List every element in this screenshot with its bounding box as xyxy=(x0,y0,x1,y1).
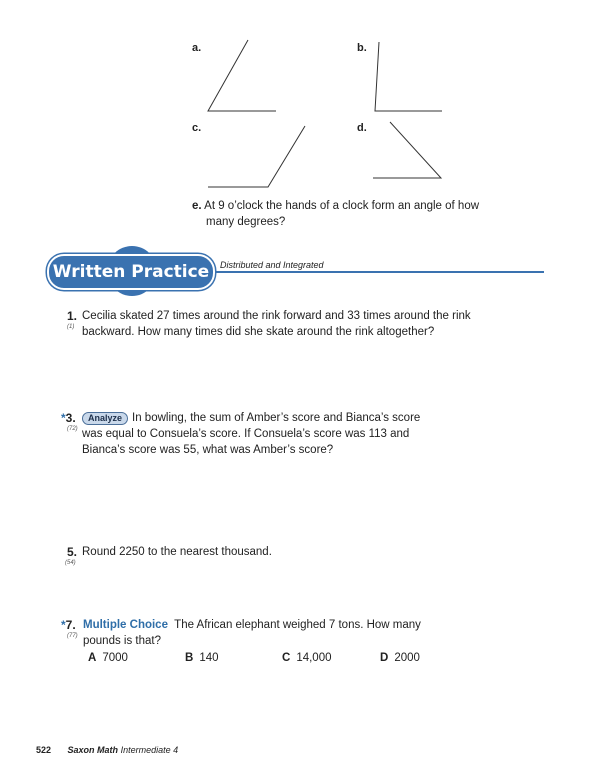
choice-a: A 7000 xyxy=(88,652,128,664)
choice-c: C 14,000 xyxy=(282,652,332,664)
problem-ref: (77) xyxy=(67,633,78,639)
angle-label-d: d. xyxy=(357,122,367,134)
section-subtitle: Distributed and Integrated xyxy=(220,260,324,270)
problem-3-text: Analyze In bowling, the sum of Amber’s score and Bianca’s score was equal to Consuela’s score. If Consuela’s score was 113 and Bianca’s score was 55, what was Amber’s score? xyxy=(82,412,421,456)
angle-d xyxy=(373,122,441,178)
page-footer: 522 Saxon Math Intermediate 4 xyxy=(36,745,179,755)
section-title: Written Practice xyxy=(47,254,215,290)
angle-label-c: c. xyxy=(192,122,202,134)
problem-ref: (72) xyxy=(67,426,78,432)
multiple-choice-tag: Multiple Choice xyxy=(83,619,168,631)
section-rule xyxy=(216,271,544,273)
question-e: e. At 9 o’clock the hands of a clock form an angle of how many degrees? xyxy=(192,200,480,228)
problem-ref: (54) xyxy=(65,560,76,566)
problem-5: 5. (54) xyxy=(65,545,78,566)
angle-c xyxy=(208,126,305,187)
problem-7: *7. (77) xyxy=(61,618,78,639)
choice-d: D 2000 xyxy=(380,652,420,664)
page-number: 522 xyxy=(36,745,52,755)
choice-b: B 140 xyxy=(185,652,219,664)
problem-1: 1. (1) xyxy=(67,309,78,330)
analyze-badge: Analyze xyxy=(82,412,128,425)
problem-ref: (1) xyxy=(67,324,75,330)
problem-1-text: Cecilia skated 27 times around the rink forward and 33 times around the rink backward. How many times did she skate around the rink altogether? xyxy=(82,310,471,338)
angle-b xyxy=(375,42,442,111)
angle-figures xyxy=(0,0,612,200)
angle-label-a: a. xyxy=(192,42,202,54)
angle-a xyxy=(208,40,276,111)
angle-label-b: b. xyxy=(357,42,367,54)
problem-5-text: Round 2250 to the nearest thousand. xyxy=(82,546,272,558)
problem-7-text: Multiple Choice The African elephant weighed 7 tons. How many pounds is that? xyxy=(83,619,421,647)
problem-3: *3. (72) xyxy=(61,411,78,432)
